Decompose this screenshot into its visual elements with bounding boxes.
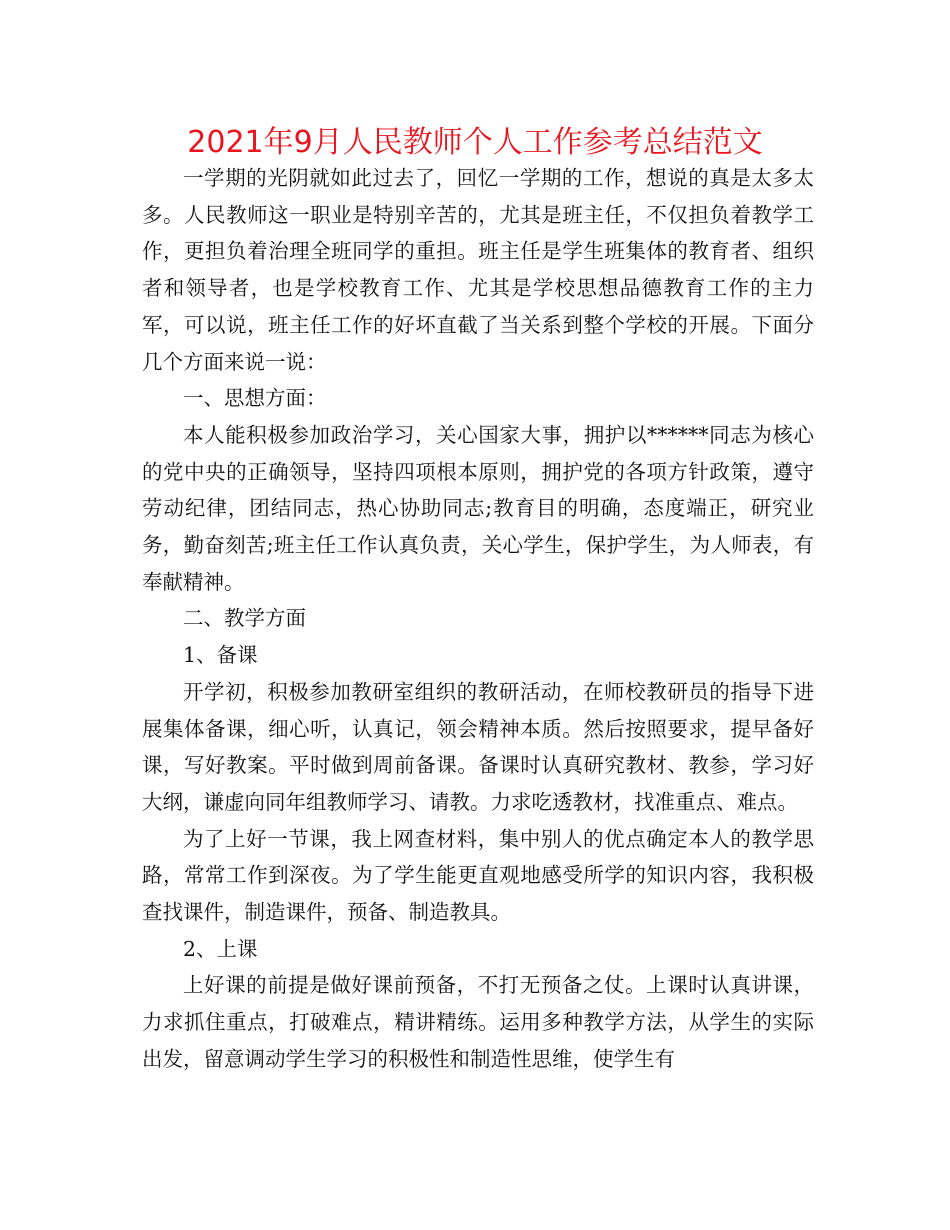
paragraph-class: 上好课的前提是做好课前预备，不打无预备之仗。上课时认真讲课，力求抓住重点，打破难点，精讲精练。运用多种教学方法，从学生的实际出发，留意调动学生学习的积极性和制造性思维，使学生有 bbox=[142, 973, 814, 1071]
heading-thought: 一、思想方面： bbox=[183, 386, 327, 411]
paragraph-prepare: 开学初，积极参加教研室组织的教研活动，在师校教研员的指导下进展集体备课，细心听，认真记，领会精神本质。然后按照要求，提早备好课，写好教案。平时做到周前备课。备课时认真研究教材、教参，学习好大纲，谦虚向同年组教师学习、请教。力求吃透教材，找准重点、难点。 bbox=[142, 679, 814, 814]
document-title: 2021年9月人民教师个人工作参考总结范文 bbox=[187, 125, 763, 160]
paragraph-intro: 一学期的光阴就如此过去了，回忆一学期的工作，想说的真是太多太多。人民教师这一职业是特别辛苦的，尤其是班主任，不仅担负着教学工作，更担负着治理全班同学的重担。班主任是学生班集体的教育者、组织者和领导者，也是学校教育工作、尤其是学校思想品德教育工作的主力军，可以说，班主任工作的好坏直截了当关系到整个学校的开展。下面分几个方面来说一说： bbox=[142, 166, 814, 374]
paragraph-thought: 本人能积极参加政治学习，关心国家大事，拥护以******同志为核心的党中央的正确领导，坚持四项根本原则，拥护党的各项方针政策，遵守劳动纪律，团结同志，热心协助同志;教育目的明确，态度端正，研究业务，勤奋刻苦;班主任工作认真负责，关心学生，保护学生，为人师表，有奉献精神。 bbox=[142, 422, 814, 594]
paragraph-prepare-2: 为了上好一节课，我上网查材料，集中别人的优点确定本人的教学思路，常常工作到深夜。为了学生能更直观地感受所学的知识内容，我积极查找课件，制造课件，预备、制造教具。 bbox=[142, 826, 814, 925]
subheading-prepare: 1、备课 bbox=[183, 643, 258, 668]
document-body bbox=[142, 160, 814, 1078]
subheading-class: 2、上课 bbox=[183, 936, 258, 961]
heading-teaching: 二、教学方面 bbox=[183, 606, 306, 631]
